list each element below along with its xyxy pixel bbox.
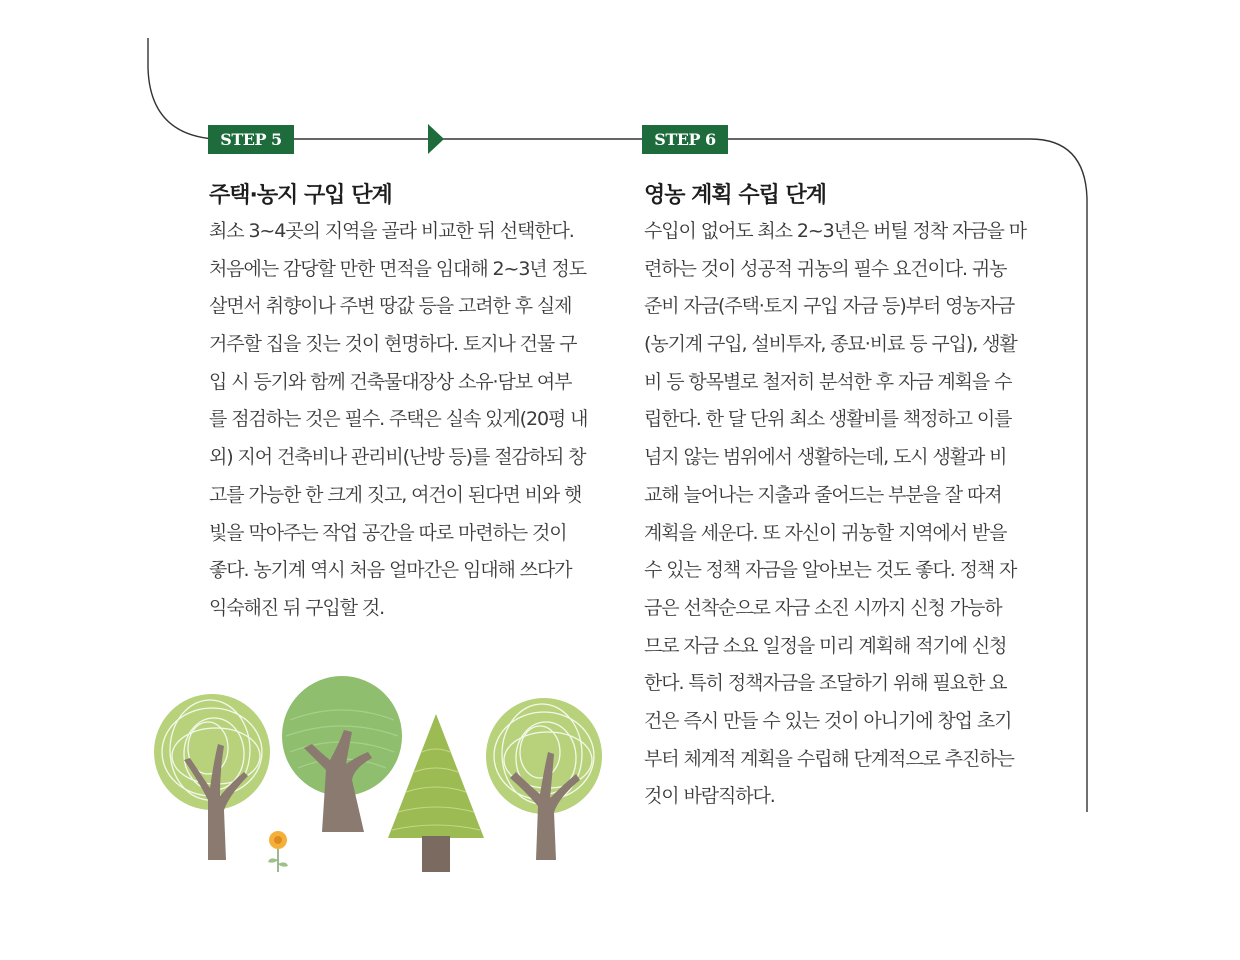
step6-line: 금은 선착순으로 자금 소진 시까지 신청 가능하 — [644, 596, 1002, 619]
step5-line: 입 시 등기와 함께 건축물대장상 소유·담보 여부 — [209, 370, 572, 393]
step6-title: 영농 계획 수립 단계 — [644, 183, 826, 208]
step6-line: 한다. 특히 정책자금을 조달하기 위해 필요한 요 — [644, 672, 1007, 695]
step5-line: 살면서 취향이나 주변 땅값 등을 고려한 후 실제 — [209, 295, 572, 318]
step6-line: 므로 자금 소요 일정을 미리 계획해 적기에 신청 — [644, 634, 1007, 657]
step5-line: 거주할 집을 짓는 것이 현명하다. 토지나 건물 구 — [209, 333, 577, 356]
arrow-right-icon — [428, 124, 444, 154]
step6-line: 수입이 없어도 최소 2~3년은 버틸 정착 자금을 마 — [644, 220, 1026, 242]
step5-line: 좋다. 농기계 역시 처음 얼마간은 임대해 쓰다가 — [209, 559, 572, 582]
step6-line: 준비 자금(주택·토지 구입 자금 등)부터 영농자금 — [644, 295, 1015, 318]
step6-line: 계획을 세운다. 또 자신이 귀농할 지역에서 받을 — [644, 521, 1007, 544]
trees-illustration — [140, 660, 620, 880]
step6-line: 건은 즉시 만들 수 있는 것이 아니기에 창업 초기 — [644, 709, 1012, 732]
round-tree-icon — [154, 694, 270, 860]
round-tree-icon — [282, 676, 402, 832]
step5-line: 익숙해진 뒤 구입할 것. — [209, 596, 385, 619]
step6-line: 수 있는 정책 자금을 알아보는 것도 좋다. 정책 자 — [644, 559, 1017, 582]
step5-body — [209, 213, 619, 628]
step6-body — [644, 213, 1054, 816]
step5-line: 외) 지어 건축비나 관리비(난방 등)를 절감하되 창 — [209, 446, 586, 469]
step5-line: 빛을 막아주는 작업 공간을 따로 마련하는 것이 — [209, 521, 567, 544]
step6-line: 련하는 것이 성공적 귀농의 필수 요건이다. 귀농 — [644, 257, 1007, 280]
round-tree-icon — [486, 698, 602, 860]
step6-line: (농기계 구입, 설비투자, 종묘·비료 등 구입), 생활 — [644, 333, 1017, 356]
step5-line: 고를 가능한 한 크게 짓고, 여건이 된다면 비와 햇 — [209, 483, 582, 506]
step6-line: 립한다. 한 달 단위 최소 생활비를 책정하고 이를 — [644, 408, 1012, 431]
step5-badge: STEP 5 — [208, 125, 294, 154]
step5-title: 주택·농지 구입 단계 — [209, 183, 392, 208]
step6-badge: STEP 6 — [642, 125, 728, 154]
flower-icon — [268, 831, 288, 872]
step6-line: 넘지 않는 범위에서 생활하는데, 도시 생활과 비 — [644, 446, 1007, 469]
step6-line: 부터 체계적 계획을 수립해 단계적으로 추진하는 — [644, 747, 1014, 770]
step6-line: 비 등 항목별로 철저히 분석한 후 자금 계획을 수 — [644, 370, 1012, 393]
step6-line: 교해 늘어나는 지출과 줄어드는 부분을 잘 따져 — [644, 483, 1002, 506]
step5-line: 를 점검하는 것은 필수. 주택은 실속 있게(20평 내 — [209, 408, 588, 431]
step5-line: 처음에는 감당할 만한 면적을 임대해 2~3년 정도 — [209, 257, 587, 280]
step6-line: 것이 바람직하다. — [644, 785, 775, 808]
cone-tree-icon — [388, 714, 484, 872]
step5-line: 최소 3~4곳의 지역을 골라 비교한 뒤 선택한다. — [209, 220, 574, 242]
